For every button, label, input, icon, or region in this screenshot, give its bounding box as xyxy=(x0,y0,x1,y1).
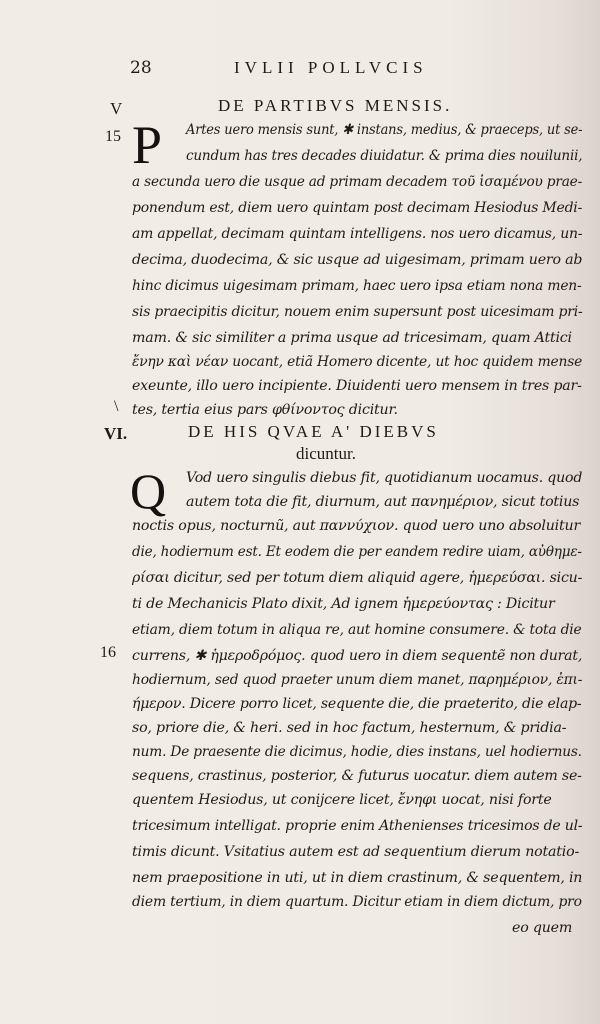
text-line: currens, ✱ ἡμεροδρόμος. quod uero in diem sequentẽ non durat, xyxy=(132,648,583,664)
drop-cap-q: Q xyxy=(130,463,167,519)
margin-note-15: 15 xyxy=(105,128,121,145)
margin-note-16: 16 xyxy=(100,644,116,661)
text-line: ἔνην καὶ νέαν uocant, etiã Homero dicente, ut hoc quidem mense xyxy=(132,354,583,370)
section-subheading-dicuntur: dicuntur. xyxy=(296,444,356,463)
text-line: diem tertium, in diem quartum. Dicitur etiam in diem dictum, pro xyxy=(132,894,582,910)
running-title: IVLII POLLVCIS xyxy=(234,58,428,77)
section-heading-de-partibus: DE PARTIBVS MENSIS. xyxy=(218,96,453,115)
text-line: hinc dicimus uigesimam primam, haec uero ipsa etiam nona men- xyxy=(132,278,582,294)
text-line: so, priore die, & heri. sed in hoc factum, hesternum, & pridia- xyxy=(132,720,567,736)
text-line: autem tota die fit, diurnum, aut πανημέριον, sicut totius xyxy=(186,494,580,510)
text-line: quentem Hesiodus, ut conijcere licet, ἔνηφι uocat, nisi forte xyxy=(132,792,552,808)
text-line: ponendum est, diem uero quintam post decimam Hesiodus Medi- xyxy=(132,200,583,216)
text-line: noctis opus, nocturnũ, aut παννύχιον. quod uero uno absoluitur xyxy=(132,518,581,534)
text-line: ήμερον. Dicere porro licet, sequente die, die praeterito, die elap- xyxy=(132,696,582,712)
margin-mark: \ xyxy=(114,398,119,415)
catchword: eo quem xyxy=(512,920,573,936)
text-line: nem praepositione in uti, ut in diem crastinum, & sequentem, in xyxy=(132,870,583,886)
text-line: Artes uero mensis sunt, ✱ instans, medius, & praeceps, ut se- xyxy=(186,122,583,138)
section-heading-de-his: DE HIS QVAE A' DIEBVS xyxy=(188,422,439,441)
text-line: num. De praesente die dicimus, hodie, dies instans, uel hodiernus. xyxy=(132,744,582,760)
text-line: sis praecipitis dicitur, nouem enim supersunt post uicesimam pri- xyxy=(132,304,583,320)
text-line: sequens, crastinus, posterior, & futurus uocatur. diem autem se- xyxy=(132,768,582,784)
text-line: ti de Mechanicis Plato dixit, Ad ignem ἡμερεύοντας : Dicitur xyxy=(132,596,555,612)
section-letter-vi: VI. xyxy=(104,424,128,443)
text-line: hodiernum, sed quod praeter unum diem manet, παρημέριον, ἐπι- xyxy=(132,672,583,688)
text-line: timis dicunt. Vsitatius autem est ad sequentium dierum notatio- xyxy=(132,844,580,860)
text-line: etiam, diem totum in aliqua re, aut homine consumere. & tota die xyxy=(132,622,582,638)
text-line: am appellat, decimam quintam intelligens. nos uero dicamus, un- xyxy=(132,226,583,242)
text-line: a secunda uero die usque ad primam decadem τοῦ ἱσαμένου prae- xyxy=(132,174,583,190)
text-line: decima, duodecima, & sic usque ad uigesimam, primam uero ab xyxy=(132,252,583,268)
text-line: mam. & sic similiter a prima usque ad tricesimam, quam Attici xyxy=(132,330,572,346)
text-line: tes, tertia eius pars φθίνοντος dicitur. xyxy=(132,402,398,418)
text-line: exeunte, illo uero incipiente. Diuidenti uero mensem in tres par- xyxy=(132,378,582,394)
page-number: 28 xyxy=(130,58,152,78)
section-letter-v: V xyxy=(110,99,123,118)
text-line: die, hodiernum est. Et eodem die per eandem redire uiam, αὐθημε- xyxy=(132,544,582,560)
page-header xyxy=(0,58,600,82)
text-line: cundum has tres decades diuidatur. & prima dies nouilunii, xyxy=(186,148,583,164)
drop-cap-p: P xyxy=(132,115,163,175)
text-line: ρίσαι dicitur, sed per totum diem aliquid agere, ἡμερεύσαι. sicu- xyxy=(132,570,583,586)
text-line: Vod uero singulis diebus fit, quotidianum uocamus. quod xyxy=(186,470,583,486)
text-line: tricesimum intelligat. proprie enim Athenienses tricesimos de ul- xyxy=(132,818,583,834)
